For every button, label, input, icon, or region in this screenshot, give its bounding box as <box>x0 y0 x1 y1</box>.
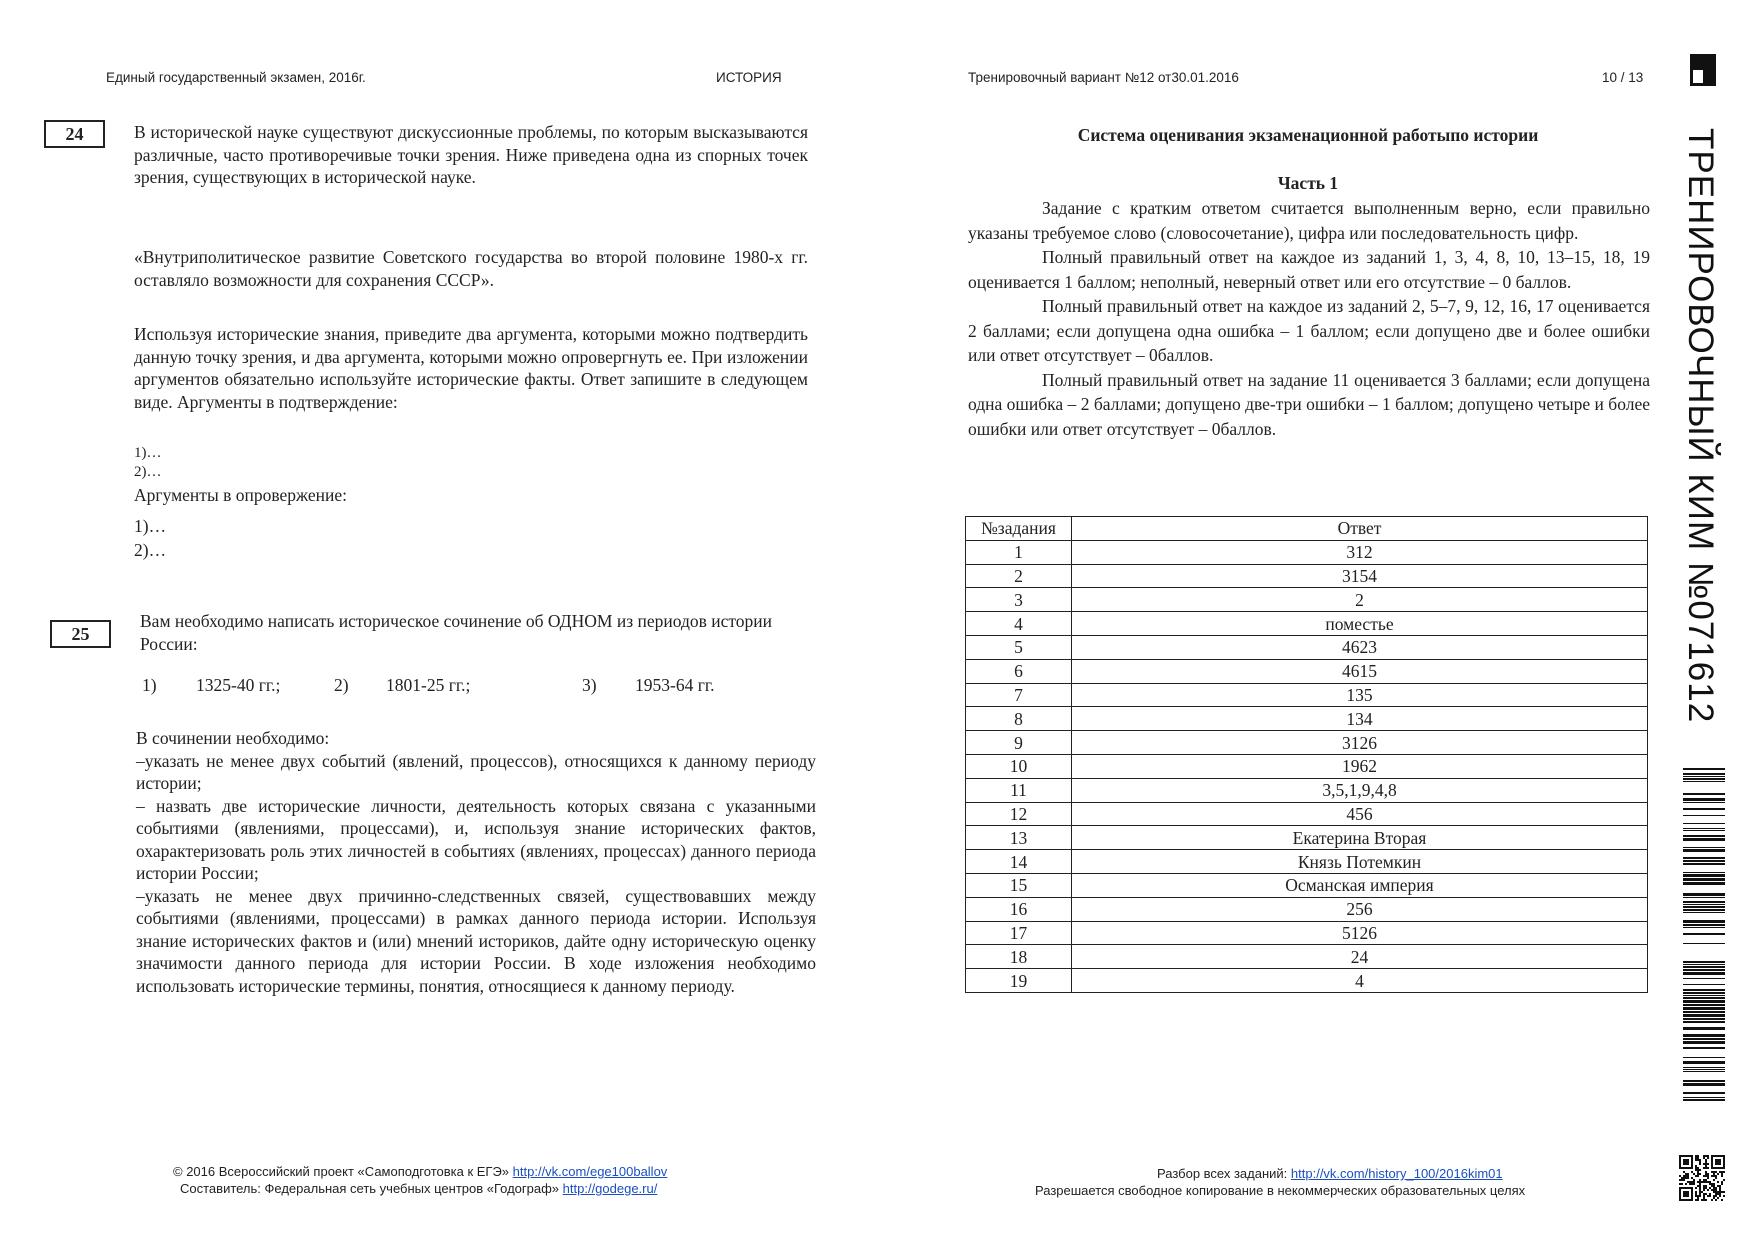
task24-confirm-list <box>134 444 162 482</box>
task25-periods <box>142 674 842 697</box>
period-number: 2) <box>334 675 349 695</box>
task24-refute-heading: Аргументы в опровержение: <box>134 485 347 505</box>
list-item: 1)… <box>134 516 167 536</box>
cell-task: 16 <box>966 897 1072 921</box>
cell-answer: 456 <box>1072 802 1648 826</box>
task24-instruction: Используя исторические знания, приведите два аргумента, которыми можно подтвердить данную точку зрения, и два аргумента, которыми можно опровергнуть ее. При изложении аргументов обязательно используйте исторические факты. Ответ запишите в следующем виде. Аргументы в подтверждение: <box>134 324 808 412</box>
requirement-1: –указать не менее двух событий (явлений, процессов), относящихся к данному периоду истории; <box>136 750 816 793</box>
cell-task: 2 <box>966 564 1072 588</box>
cell-task: 9 <box>966 731 1072 755</box>
cell-task: 11 <box>966 778 1072 802</box>
scoring-rule-1: Задание с кратким ответом считается выполненным верно, если правильно указаны требуемое слово (словосочетание), цифра или последовательность цифр. <box>968 198 1650 243</box>
table-row <box>966 897 1648 921</box>
table-row <box>966 873 1648 897</box>
column-header-answer: Ответ <box>1072 517 1648 541</box>
table-row <box>966 754 1648 778</box>
cell-task: 12 <box>966 802 1072 826</box>
footer-left-line2 <box>180 1181 657 1196</box>
table-row <box>966 612 1648 636</box>
side-title-text: ТРЕНИРОВОЧНЫЙ КИМ №071612 <box>1681 128 1720 724</box>
cell-task: 3 <box>966 588 1072 612</box>
period-text: 1801-25 гг.; <box>386 675 471 695</box>
cell-task: 13 <box>966 826 1072 850</box>
cell-answer: 1962 <box>1072 754 1648 778</box>
cell-answer: 4623 <box>1072 635 1648 659</box>
table-row <box>966 659 1648 683</box>
list-item: 2)… <box>134 540 167 560</box>
table-row <box>966 588 1648 612</box>
footer-copy-note: Разрешается свободное копирование в некоммерческих образовательных целях <box>1035 1183 1526 1198</box>
requirement-3: –указать не менее двух причинно-следственных связей, существовавших между событиями (явлениями, процессами) в рамках данного периода истории. Используя знание исторических фактов и (или) мнений историков, дайте одну историческую оценку значимости данного периода для истории России. В ходе изложения необходимо использовать исторические термины, понятия, относящиеся к данному периоду. <box>136 885 816 996</box>
task-number-25: 25 <box>50 620 111 648</box>
cell-task: 14 <box>966 850 1072 874</box>
table-row <box>966 969 1648 993</box>
footer-author-text: Составитель: Федеральная сеть учебных центров «Годограф» <box>180 1181 563 1196</box>
period-number: 3) <box>582 675 597 695</box>
footer-project-text: © 2016 Всероссийский проект «Самоподготовка к ЕГЭ» <box>173 1164 513 1179</box>
side-title <box>1680 128 1720 724</box>
table-row <box>966 921 1648 945</box>
scoring-part-label: Часть 1 <box>1277 173 1339 193</box>
table-row <box>966 945 1648 969</box>
cell-answer: 2 <box>1072 588 1648 612</box>
cell-answer: 135 <box>1072 683 1648 707</box>
cell-task: 15 <box>966 873 1072 897</box>
table-header-row <box>966 517 1648 541</box>
cell-answer: 5126 <box>1072 921 1648 945</box>
footer-history-link[interactable]: http://vk.com/history_100/2016kim01 <box>1290 1166 1503 1181</box>
barcode-icon <box>1683 768 1725 1103</box>
cell-task: 18 <box>966 945 1072 969</box>
table-row <box>966 707 1648 731</box>
header-variant: Тренировочный вариант №12 от30.01.2016 <box>968 70 1239 85</box>
table-row <box>966 635 1648 659</box>
table-row <box>966 778 1648 802</box>
footer-godege-link[interactable]: http://godege.ru/ <box>562 1181 658 1196</box>
footer-analysis-text: Разбор всех заданий: <box>1157 1166 1291 1181</box>
scoring-title: Система оценивания экзаменационной работыпо истории <box>1077 125 1539 145</box>
cell-task: 8 <box>966 707 1072 731</box>
table-row <box>966 540 1648 564</box>
period-number: 1) <box>142 675 157 695</box>
cell-task: 6 <box>966 659 1072 683</box>
requirements-heading: В сочинении необходимо: <box>136 728 330 748</box>
list-item: 2)… <box>134 464 162 480</box>
cell-answer: Екатерина Вторая <box>1072 826 1648 850</box>
cell-answer: поместье <box>1072 612 1648 636</box>
table-row <box>966 683 1648 707</box>
cell-answer: 256 <box>1072 897 1648 921</box>
scoring-rules <box>968 196 1650 441</box>
header-exam-title: Единый государственный экзамен, 2016г. <box>106 70 366 85</box>
table-row <box>966 731 1648 755</box>
cell-answer: 3126 <box>1072 731 1648 755</box>
header-subject: ИСТОРИЯ <box>716 70 782 85</box>
footer-right-line1 <box>1157 1166 1503 1181</box>
corner-mark-icon <box>1690 54 1716 86</box>
cell-task: 17 <box>966 921 1072 945</box>
table-row <box>966 826 1648 850</box>
table-row <box>966 850 1648 874</box>
cell-task: 5 <box>966 635 1072 659</box>
cell-answer: 24 <box>1072 945 1648 969</box>
task24-quote: «Внутриполитическое развитие Советского государства во второй половине 1980-х гг. оставляло возможности для сохранения СССР». <box>134 247 808 290</box>
period-text: 1325-40 гг.; <box>196 675 281 695</box>
cell-task: 10 <box>966 754 1072 778</box>
cell-task: 1 <box>966 540 1072 564</box>
task24-refute-list <box>134 514 166 562</box>
scoring-rule-3: Полный правильный ответ на каждое из заданий 2, 5–7, 9, 12, 16, 17 оценивается 2 баллами; если допущена одна ошибка – 1 баллом; если допущено две и более ошибки или ответ отсутствует – 0баллов. <box>968 296 1650 365</box>
cell-answer: 312 <box>1072 540 1648 564</box>
cell-answer: Князь Потемкин <box>1072 850 1648 874</box>
answers-table <box>965 516 1648 993</box>
cell-task: 19 <box>966 969 1072 993</box>
cell-answer: Османская империя <box>1072 873 1648 897</box>
requirement-2: – назвать две исторические личности, деятельность которых связана с указанными событиями (явлениями, процессами), и, используя знание исторических фактов, охарактеризовать роль этих личностей в событиях (явлениях, процессах) данного периода истории России; <box>136 795 816 883</box>
cell-answer: 4 <box>1072 969 1648 993</box>
scoring-rule-4: Полный правильный ответ на задание 11 оценивается 3 баллами; если допущена одна ошибка – 2 баллами; допущено две-три ошибки – 1 баллом; допущено четыре и более ошибки или ответ отсутствует – 0баллов. <box>968 369 1650 439</box>
column-header-task: №задания <box>966 517 1072 541</box>
period-text: 1953-64 гг. <box>635 675 715 695</box>
list-item: 1)… <box>134 445 162 461</box>
cell-answer: 4615 <box>1072 659 1648 683</box>
cell-answer: 134 <box>1072 707 1648 731</box>
table-row <box>966 564 1648 588</box>
cell-task: 4 <box>966 612 1072 636</box>
header-page-number: 10 / 13 <box>1602 70 1644 85</box>
scoring-rule-2: Полный правильный ответ на каждое из заданий 1, 3, 4, 8, 10, 13–15, 18, 19 оценивается 1 баллом; неполный, неверный ответ или его отсутствие – 0 баллов. <box>968 247 1650 292</box>
footer-left-line1 <box>173 1164 667 1179</box>
task25-intro: Вам необходимо написать историческое сочинение об ОДНОМ из периодов истории России: <box>140 611 773 654</box>
footer-vk-link[interactable]: http://vk.com/ege100ballov <box>512 1164 668 1179</box>
task24-intro: В исторической науке существуют дискуссионные проблемы, по которым высказываются различные, часто противоречивые точки зрения. Ниже приведена одна из спорных точек зрения, существующих в исторической науке. <box>134 122 808 187</box>
task25-requirements <box>136 727 816 997</box>
cell-answer: 3,5,1,9,4,8 <box>1072 778 1648 802</box>
cell-answer: 3154 <box>1072 564 1648 588</box>
qr-code-icon <box>1679 1155 1725 1201</box>
task-number-24: 24 <box>44 120 105 148</box>
cell-task: 7 <box>966 683 1072 707</box>
table-row <box>966 802 1648 826</box>
